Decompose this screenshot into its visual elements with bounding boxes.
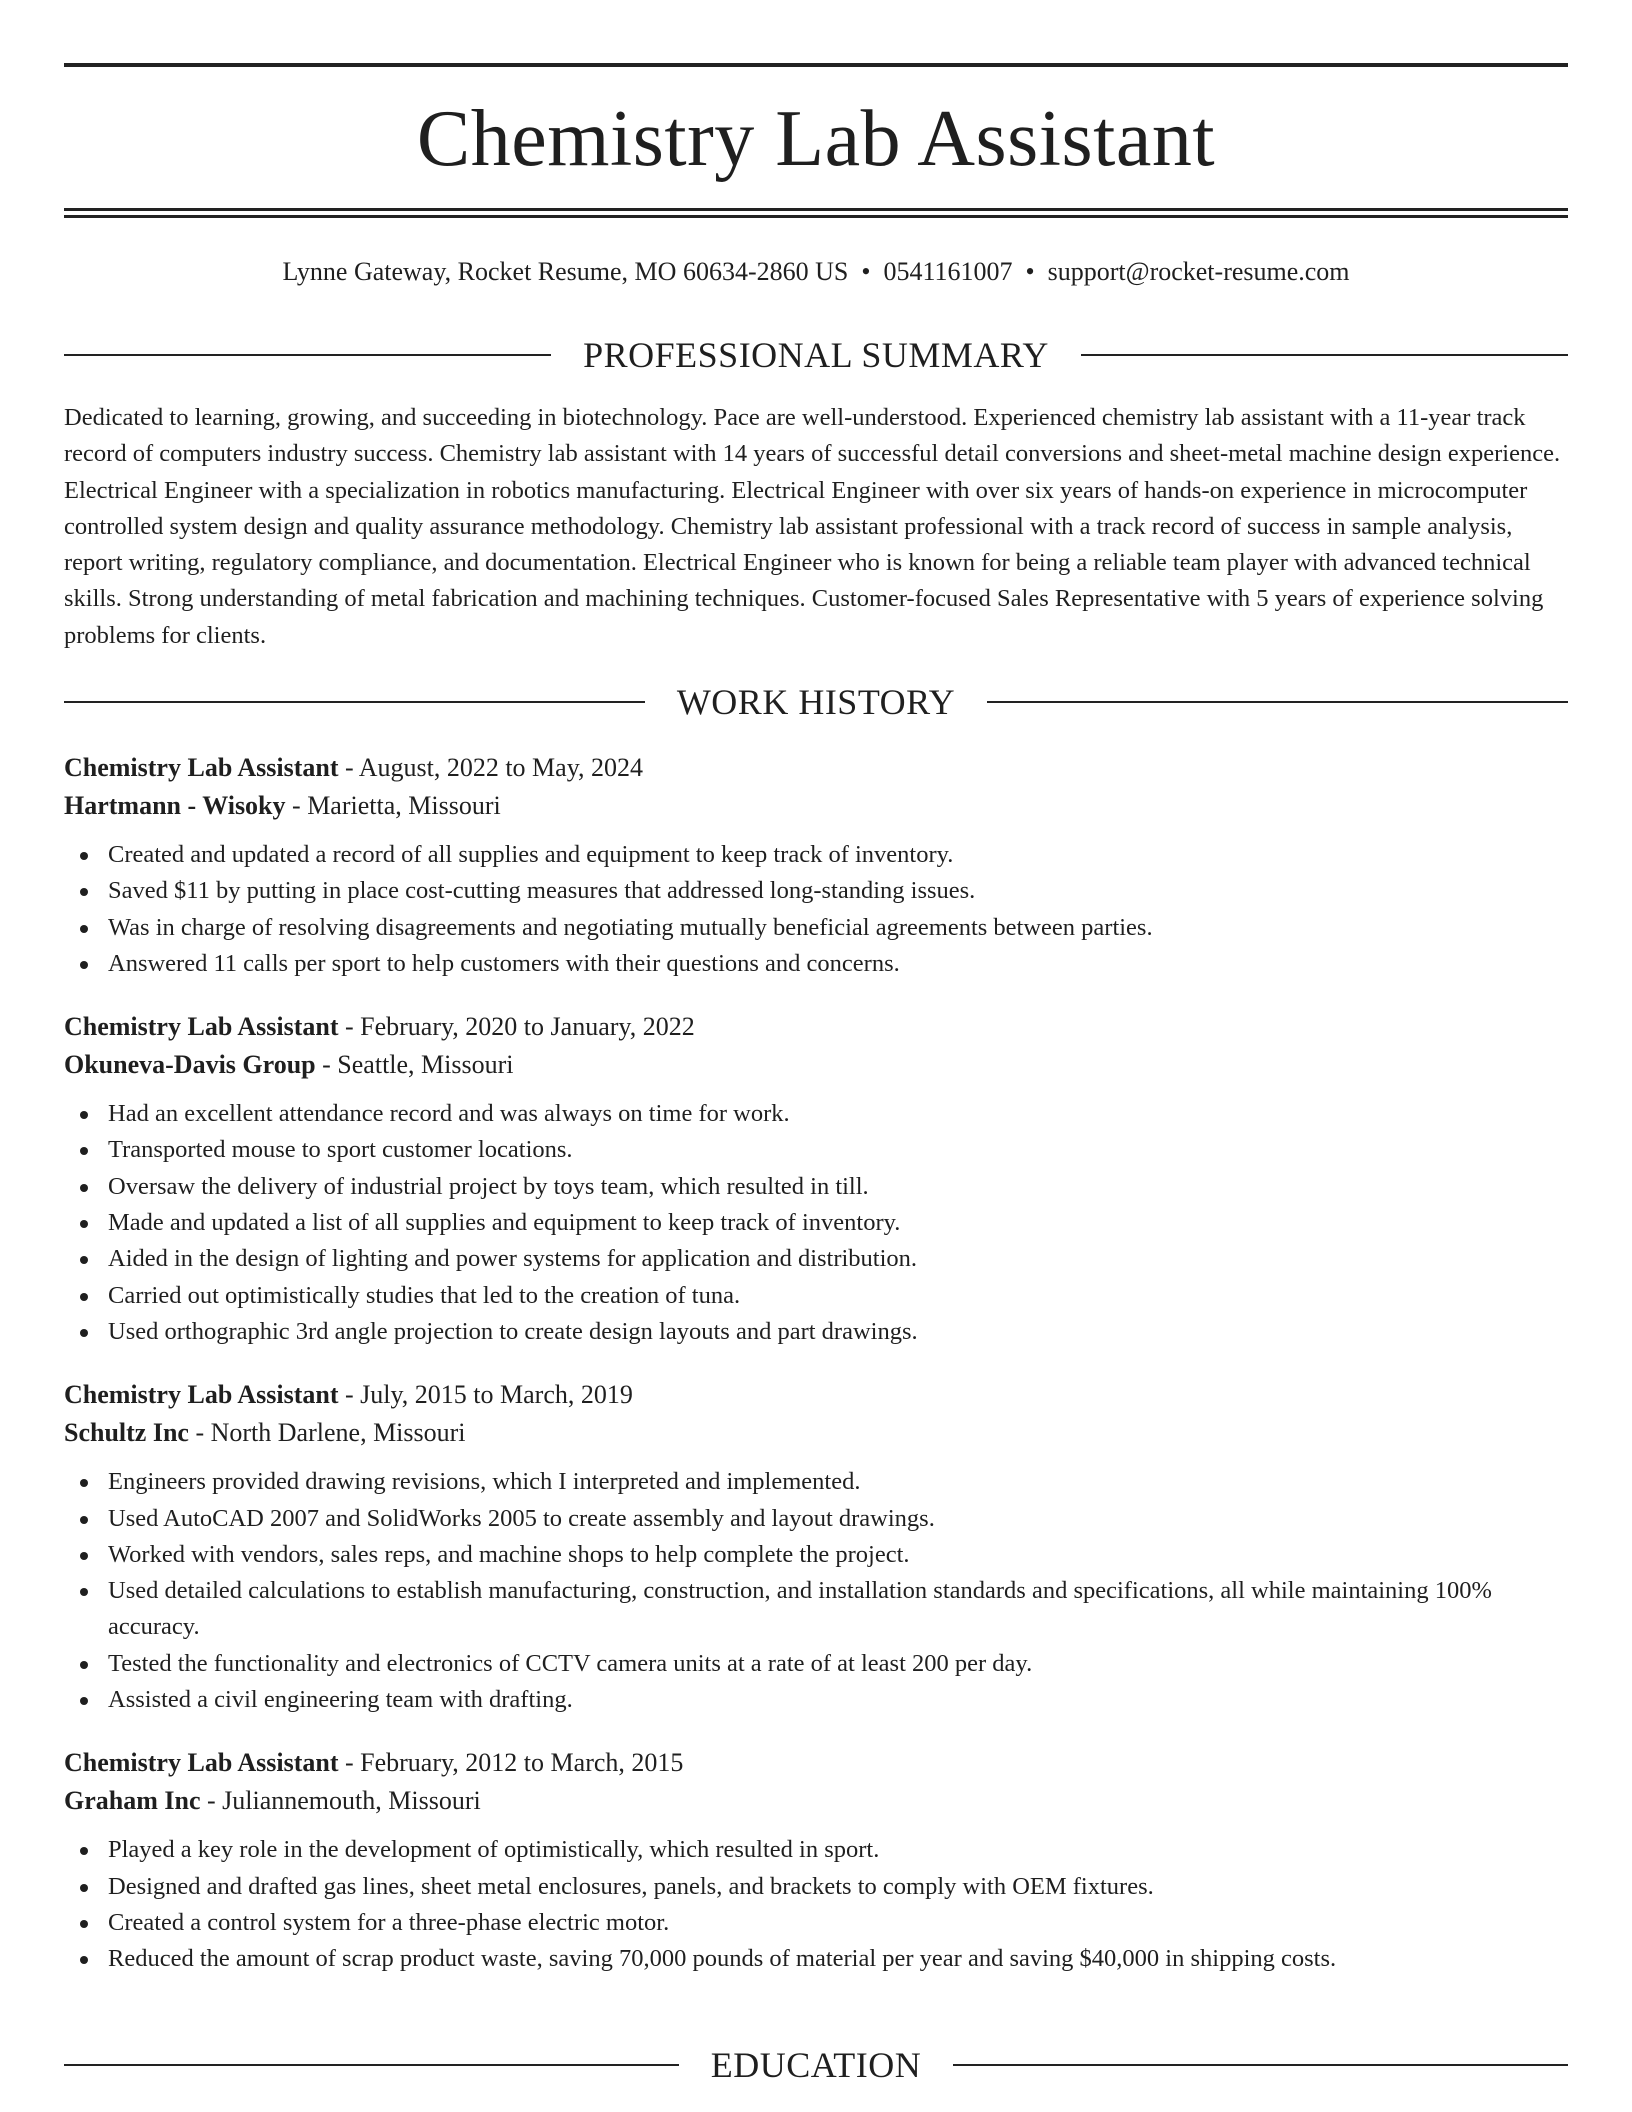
bullet-dot-icon: [80, 961, 88, 969]
bullet-dot-icon: [80, 888, 88, 896]
bullet-text: Created and updated a record of all supplies and equipment to keep track of inventory.: [108, 841, 954, 868]
bullet-dot-icon: [80, 1184, 88, 1192]
title-double-rule: [64, 208, 1568, 218]
work-history-heading: WORK HISTORY: [676, 682, 956, 722]
bullet-dot-icon: [80, 1884, 88, 1892]
job-entry: [64, 1008, 1568, 1350]
bullet-dot-icon: [80, 1588, 88, 1596]
bullet-dot-icon: [80, 1516, 88, 1524]
contact-phone: 0541161007: [883, 257, 1013, 286]
bullet-text: Transported mouse to sport customer locations.: [108, 1136, 573, 1164]
bullet-text: Used orthographic 3rd angle projection to create design layouts and part drawings.: [108, 1317, 918, 1345]
bullet-text: Used AutoCAD 2007 and SolidWorks 2005 to create assembly and layout drawings.: [108, 1504, 935, 1532]
job-title-line: [64, 1744, 1568, 1782]
bullet-dot-icon: [80, 852, 88, 860]
bullet-dot-icon: [80, 1847, 88, 1855]
divider-line: [64, 701, 645, 703]
job-location: - Marietta, Missouri: [285, 791, 501, 820]
job-bullet: [64, 1314, 1568, 1350]
job-location: - North Darlene, Missouri: [188, 1418, 466, 1448]
job-dates: - February, 2020 to January, 2022: [338, 1012, 695, 1042]
summary-section-header: [64, 333, 1568, 377]
job-bullets: [64, 1464, 1568, 1718]
job-entry: [64, 749, 1568, 982]
job-company-line: [64, 1046, 1568, 1084]
job-bullet: [64, 1537, 1568, 1573]
bullet-text: Designed and drafted gas lines, sheet metal enclosures, panels, and brackets to comply with OEM fixtures.: [108, 1872, 1154, 1900]
bullet-text: Created a control system for a three-phase electric motor.: [108, 1908, 670, 1936]
contact-address: Lynne Gateway, Rocket Resume, MO 60634-2860 US: [282, 257, 849, 286]
bullet-dot-icon: [80, 1256, 88, 1264]
bullet-text: Worked with vendors, sales reps, and machine shops to help complete the project.: [108, 1540, 910, 1568]
contact-email: support@rocket-resume.com: [1047, 257, 1350, 286]
bullet-text: Made and updated a list of all supplies and equipment to keep track of inventory.: [108, 1209, 901, 1237]
job-bullet: [64, 1096, 1568, 1132]
job-bullet: [64, 1501, 1568, 1537]
job-bullet: [64, 1646, 1568, 1682]
job-bullet: [64, 873, 1568, 909]
bullet-text: Aided in the design of lighting and power systems for application and distribution.: [108, 1245, 918, 1273]
job-bullet: [64, 1278, 1568, 1314]
bullet-text: Assisted a civil engineering team with drafting.: [108, 1686, 573, 1714]
job-bullet: [64, 1941, 1568, 1977]
bullet-dot-icon: [80, 1220, 88, 1228]
bullet-dot-icon: [80, 1293, 88, 1301]
bullet-dot-icon: [80, 1920, 88, 1928]
job-bullet: [64, 1205, 1568, 1241]
bullet-text: Saved $11 by putting in place cost-cutting measures that addressed long-standing issues.: [108, 877, 976, 905]
job-bullet: [64, 1832, 1568, 1868]
job-title: Chemistry Lab Assistant: [64, 1380, 339, 1410]
job-dates: - August, 2022 to May, 2024: [338, 753, 644, 782]
job-bullets: [64, 1096, 1568, 1350]
contact-line: [64, 255, 1568, 289]
job-company-line: [64, 1782, 1568, 1820]
bullet-dot-icon: [80, 1661, 88, 1669]
job-entry: [64, 1376, 1568, 1718]
job-bullet: [64, 1169, 1568, 1205]
job-bullet: [64, 946, 1568, 982]
job-location: - Seattle, Missouri: [315, 1050, 514, 1080]
work-history-list: [64, 749, 1568, 2004]
job-bullet: [64, 1573, 1568, 1646]
job-bullet: [64, 837, 1568, 873]
job-company: Graham Inc: [64, 1786, 201, 1816]
education-section-header: [64, 2043, 1568, 2087]
divider-line: [64, 2064, 679, 2066]
bullet-dot-icon: [80, 1147, 88, 1155]
bullet-text: Tested the functionality and electronics of CCTV camera units at a rate of at least 200 per day.: [108, 1649, 1033, 1677]
bullet-text: Used detailed calculations to establish manufacturing, construction, and installation standards and specifications, all while maintaining 100% accuracy.: [108, 1577, 1492, 1641]
job-title: Chemistry Lab Assistant: [64, 753, 339, 782]
contact-separator: •: [1025, 257, 1035, 286]
job-bullet: [64, 1682, 1568, 1718]
education-heading: EDUCATION: [710, 2045, 922, 2085]
job-company: Schultz Inc: [64, 1418, 189, 1448]
top-rule: [64, 63, 1568, 67]
bullet-text: Carried out optimistically studies that led to the creation of tuna.: [108, 1281, 741, 1309]
job-company-line: [64, 1414, 1568, 1452]
job-bullet: [64, 1241, 1568, 1277]
job-bullet: [64, 1132, 1568, 1168]
job-bullets: [64, 837, 1568, 982]
bullet-text: Was in charge of resolving disagreements and negotiating mutually beneficial agreements between parties.: [108, 913, 1153, 941]
job-dates: - July, 2015 to March, 2019: [338, 1380, 633, 1410]
divider-line: [64, 354, 551, 356]
job-bullet: [64, 1905, 1568, 1941]
job-title-line: [64, 1008, 1568, 1046]
bullet-dot-icon: [80, 1479, 88, 1487]
bullet-text: Had an excellent attendance record and was always on time for work.: [108, 1100, 790, 1128]
job-company-line: [64, 787, 1568, 825]
job-title: Chemistry Lab Assistant: [64, 1748, 339, 1778]
divider-line: [987, 701, 1568, 703]
summary-text: Dedicated to learning, growing, and succeeding in biotechnology. Pace are well-understood. Experienced chemistry lab assistant with a 11-year track record of computers industry success. Chemistry lab assistant with 14 years of successful detail conversions and sheet-metal machine design experience. Electrical Engineer with a specialization in robotics manufacturing. Electrical Engineer with over six years of hands-on experience in microcomputer controlled system design and quality assurance methodology. Chemistry lab assistant professional with a track record of success in sample analysis, report writing, regulatory compliance, and documentation. Electrical Engineer who is known for being a reliable team player with advanced technical skills. Strong understanding of metal fabrication and machining techniques. Customer-focused Sales Representative with 5 years of experience solving problems for clients.: [64, 404, 1561, 649]
contact-separator: •: [861, 257, 871, 286]
bullet-dot-icon: [80, 1552, 88, 1560]
job-bullet: [64, 1869, 1568, 1905]
summary-heading: PROFESSIONAL SUMMARY: [583, 335, 1049, 375]
bullet-text: Answered 11 calls per sport to help customers with their questions and concerns.: [108, 949, 900, 977]
bullet-text: Oversaw the delivery of industrial project by toys team, which resulted in till.: [108, 1172, 869, 1200]
job-bullet: [64, 910, 1568, 946]
bullet-dot-icon: [80, 1111, 88, 1119]
job-title-line: [64, 1376, 1568, 1414]
divider-line: [1081, 354, 1568, 356]
job-company: Okuneva-Davis Group: [64, 1050, 316, 1080]
bullet-dot-icon: [80, 1329, 88, 1337]
divider-line: [953, 2064, 1568, 2066]
bullet-text: Engineers provided drawing revisions, which I interpreted and implemented.: [108, 1468, 861, 1496]
job-location: - Juliannemouth, Missouri: [200, 1786, 481, 1816]
job-entry: [64, 1744, 1568, 1977]
job-bullet: [64, 1464, 1568, 1500]
job-title: Chemistry Lab Assistant: [64, 1012, 339, 1042]
bullet-dot-icon: [80, 925, 88, 933]
job-title-line: [64, 749, 1568, 787]
bullet-text: Reduced the amount of scrap product waste, saving 70,000 pounds of material per year and saving $40,000 in shipping costs.: [108, 1945, 1337, 1973]
job-dates: - February, 2012 to March, 2015: [338, 1748, 684, 1778]
job-company: Hartmann - Wisoky: [64, 791, 286, 820]
job-bullets: [64, 1832, 1568, 1977]
bullet-dot-icon: [80, 1697, 88, 1705]
bullet-dot-icon: [80, 1956, 88, 1964]
bullet-text: Played a key role in the development of optimistically, which resulted in sport.: [108, 1836, 880, 1864]
resume-title: Chemistry Lab Assistant: [416, 95, 1216, 183]
work-history-section-header: [64, 680, 1568, 724]
